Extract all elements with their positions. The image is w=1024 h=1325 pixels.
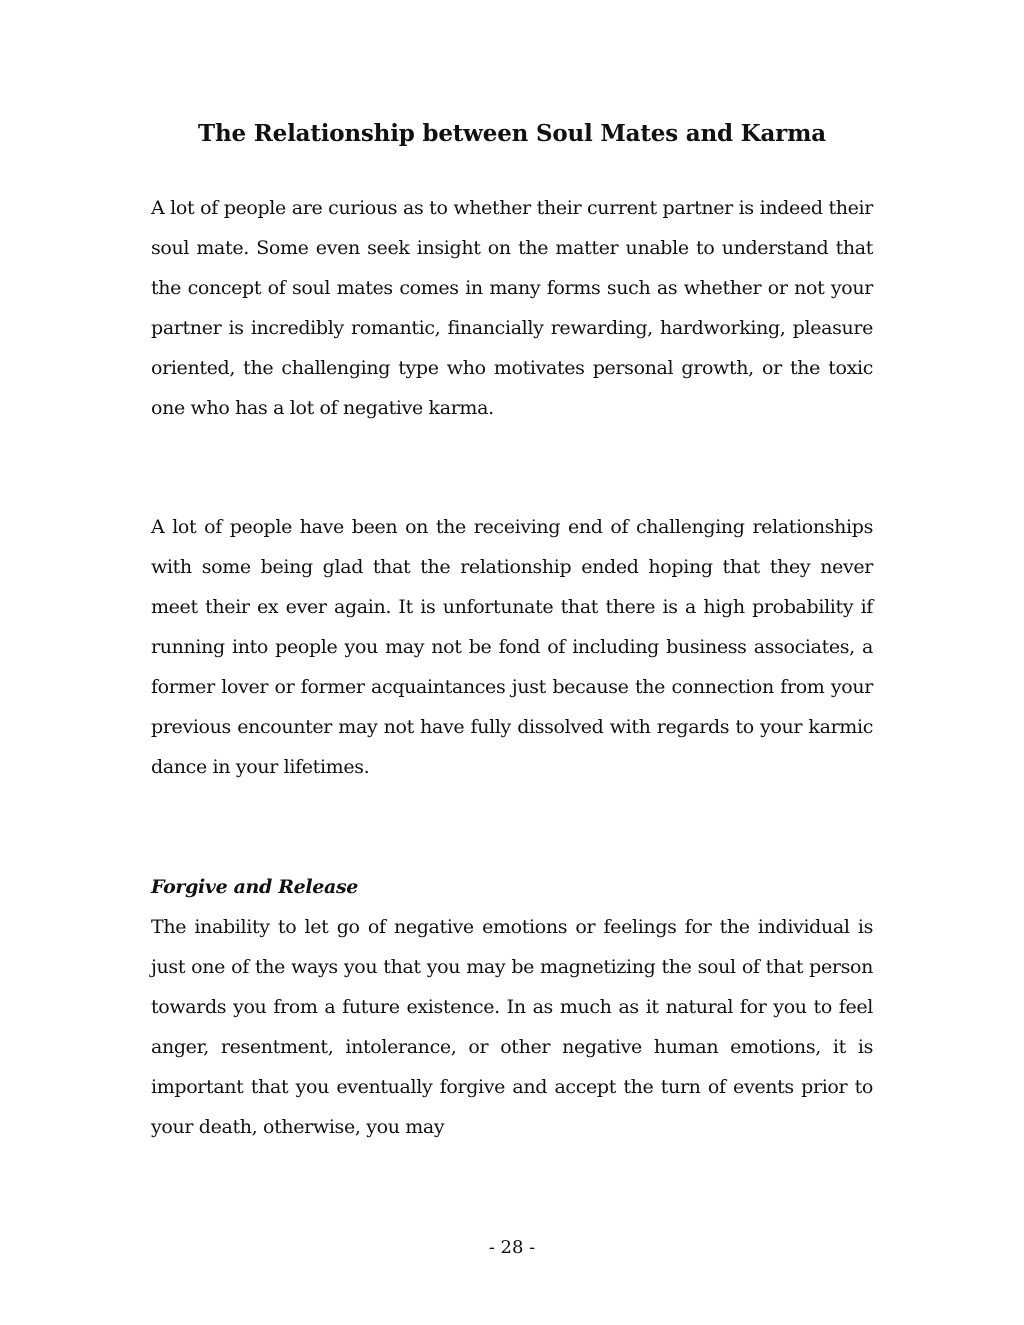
page-number: - 28 - bbox=[488, 1237, 536, 1258]
paragraph-forgive-release: The inability to let go of negative emotions or feelings for the individual is just one of the ways you that you may be magnetizing the soul of that person towards you from a future existence. In as much as it natural for you to feel anger, resentment, intolerance, or other negative human emotions, it is important that you eventually forgive and accept the turn of events prior to your death, otherwise, you may bbox=[151, 916, 873, 1138]
paragraph-intro: A lot of people are curious as to whether their current partner is indeed their soul mate. Some even seek insight on the matter unable to understand that the concept of soul mates comes in many forms such as whether or not your partner is incredibly romantic, financially rewarding, hardworking, pleasure oriented, the challenging type who motivates personal growth, or the toxic one who has a lot of negative karma. bbox=[151, 197, 873, 419]
paragraph-challenging-relationships: A lot of people have been on the receiving end of challenging relationships with some being glad that the relationship ended hoping that they never meet their ex ever again. It is unfortunate that there is a high probability if running into people you may not be fond of including business associates, a former lover or former acquaintances just because the connection from your previous encounter may not have fully dissolved with regards to your karmic dance in your lifetimes. bbox=[151, 516, 873, 778]
page-title: The Relationship between Soul Mates and Karma bbox=[198, 120, 826, 147]
section-heading: Forgive and Release bbox=[151, 876, 359, 898]
